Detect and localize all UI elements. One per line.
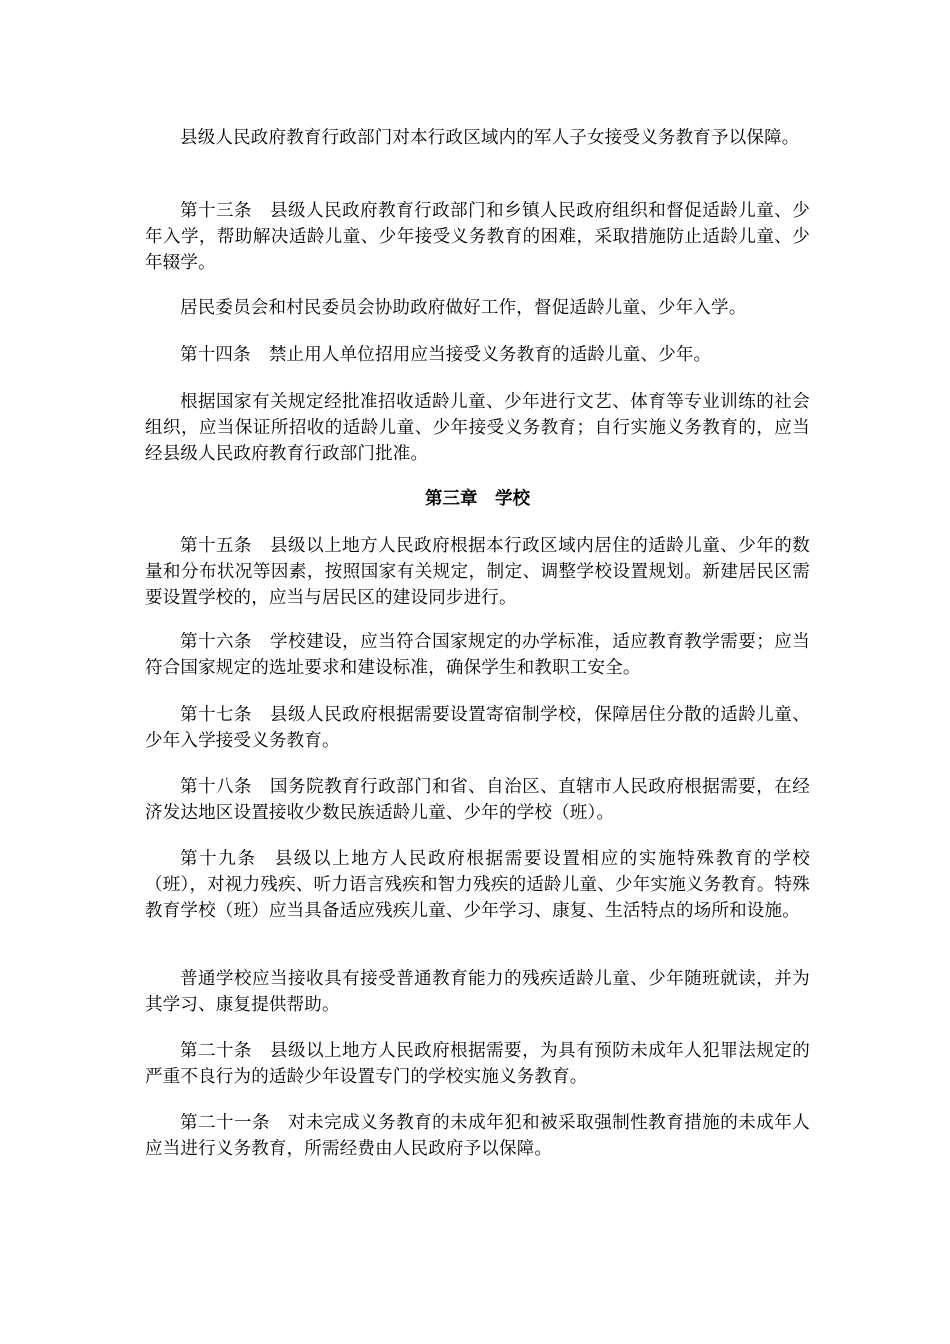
article-paragraph: [145, 846, 810, 924]
article-number: 第十八条: [180, 777, 253, 797]
paragraph-text: 县级人民政府教育行政部门和乡镇人民政府组织和督促适龄儿童、少年入学，帮助解决适龄儿童、少年接受义务教育的困难，采取措施防止适龄儿童、少年辍学。: [145, 201, 810, 273]
article-number: 第二十一条: [180, 1113, 271, 1133]
paragraph-text: 县级人民政府教育行政部门对本行政区域内的军人子女接受义务教育予以保障。: [180, 128, 800, 148]
article-number: 第十七条: [180, 705, 253, 725]
article-paragraph: [145, 342, 810, 368]
article-number: 第二十条: [180, 1041, 253, 1061]
paragraph-text: 居民委员会和村民委员会协助政府做好工作，督促适龄儿童、少年入学。: [180, 298, 747, 318]
paragraph-text: 对未完成义务教育的未成年犯和被采取强制性教育措施的未成年人应当进行义务教育，所需经费由人民政府予以保障。: [145, 1113, 810, 1159]
paragraph: [145, 295, 810, 321]
paragraph-text: 国务院教育行政部门和省、自治区、直辖市人民政府根据需要，在经济发达地区设置接收少数民族适龄儿童、少年的学校（班）。: [145, 777, 810, 823]
article-paragraph: [145, 774, 810, 826]
paragraph: [145, 966, 810, 1018]
paragraph-text: 县级以上地方人民政府根据本行政区域内居住的适龄儿童、少年的数量和分布状况等因素，按照国家有关规定，制定、调整学校设置规划。新建居民区需要设置学校的，应当与居民区的建设同步进行。: [145, 536, 810, 608]
paragraph-text: 学校建设，应当符合国家规定的办学标准，适应教育教学需要；应当符合国家规定的选址要求和建设标准，确保学生和教职工安全。: [145, 632, 810, 678]
paragraph-text: 县级人民政府根据需要设置寄宿制学校，保障居住分散的适龄儿童、少年入学接受义务教育。: [145, 705, 810, 751]
article-number: 第十三条: [180, 201, 253, 221]
article-number: 第十六条: [180, 632, 253, 652]
paragraph-text: 禁止用人单位招用应当接受义务教育的适龄儿童、少年。: [268, 345, 712, 365]
article-paragraph: [145, 1110, 810, 1162]
paragraph-text: 普通学校应当接收具有接受普通教育能力的残疾适龄儿童、少年随班就读，并为其学习、康复提供帮助。: [145, 969, 810, 1015]
paragraph-text: 根据国家有关规定经批准招收适龄儿童、少年进行文艺、体育等专业训练的社会组织，应当保证所招收的适龄儿童、少年接受义务教育；自行实施义务教育的，应当经县级人民政府教育行政部门批准。: [145, 392, 810, 464]
paragraph: [145, 125, 810, 151]
article-number: 第十四条: [180, 345, 251, 365]
article-paragraph: [145, 629, 810, 681]
paragraph-text: 县级以上地方人民政府根据需要设置相应的实施特殊教育的学校（班），对视力残疾、听力语言残疾和智力残疾的适龄儿童、少年实施义务教育。特殊教育学校（班）应当具备适应残疾儿童、少年学习、康复、生活特点的场所和设施。: [145, 849, 810, 921]
article-paragraph: [145, 702, 810, 754]
paragraph-text: 县级以上地方人民政府根据需要，为具有预防未成年人犯罪法规定的严重不良行为的适龄少年设置专门的学校实施义务教育。: [145, 1041, 810, 1087]
article-paragraph: [145, 533, 810, 611]
article-paragraph: [145, 198, 810, 276]
article-paragraph: [145, 1038, 810, 1090]
article-number: 第十九条: [180, 849, 257, 869]
article-number: 第十五条: [180, 536, 253, 556]
paragraph: [145, 389, 810, 467]
chapter-heading: 第三章 学校: [425, 489, 530, 509]
